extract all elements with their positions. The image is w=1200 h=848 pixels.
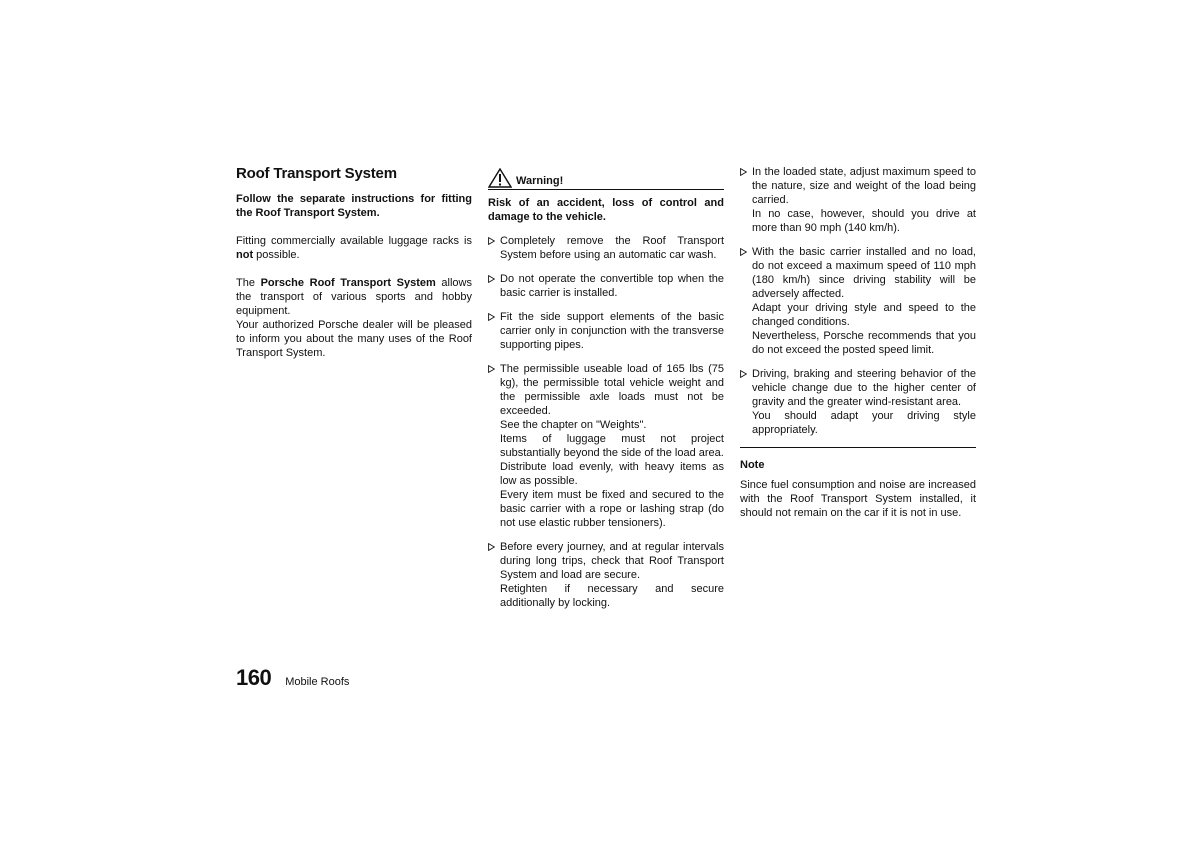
bullet-triangle-icon (740, 370, 747, 378)
bullet-item (488, 362, 724, 530)
p1-pre: Fitting commercially available luggage racks is (236, 235, 472, 247)
porsche-system-paragraph (236, 276, 472, 318)
bullet-text: The permissible useable load of 165 lbs (75 kg), the permissible total vehicle weight and the permissible axle loads must not be exceeded. (500, 363, 724, 417)
bullet-item (740, 165, 976, 235)
bullet-text: In the loaded state, adjust maximum speed to the nature, size and weight of the load being carried. (752, 166, 976, 206)
bullet-text: In no case, however, should you drive at more than 90 mph (140 km/h). (752, 208, 976, 234)
p2-bold: Porsche Roof Transport System (260, 277, 436, 289)
bullet-item (740, 245, 976, 357)
bullet-triangle-icon (740, 248, 747, 256)
page-footer (236, 664, 349, 692)
column-middle (488, 166, 724, 620)
p2-pre: The (236, 277, 261, 289)
bullet-triangle-icon (740, 168, 747, 176)
bullet-triangle-icon (488, 543, 495, 551)
bullet-item (488, 310, 724, 352)
bullet-item (488, 272, 724, 300)
bullet-text: Items of luggage must not project substantially beyond the side of the load area. (500, 433, 724, 459)
warning-lead: Risk of an accident, loss of control and damage to the vehicle. (488, 197, 724, 223)
bullet-text: Driving, braking and steering behavior of the vehicle change due to the higher center of gravity and the greater wind-resistant area. (752, 368, 976, 408)
p1-post: possible. (253, 249, 300, 261)
warning-label: Warning! (516, 175, 564, 187)
bullet-triangle-icon (488, 237, 495, 245)
bullet-item (488, 234, 724, 262)
bullet-item (488, 540, 724, 610)
bullet-text: Before every journey, and at regular intervals during long trips, check that Roof Transport System and load are secure. (500, 541, 724, 581)
warning-bullet-list (488, 234, 724, 610)
bullet-text: Fit the side support elements of the basic carrier only in conjunction with the transverse supporting pipes. (500, 311, 724, 351)
page-number: 160 (236, 665, 272, 690)
warning-triangle-icon (488, 168, 512, 188)
note-title: Note (740, 459, 765, 471)
section-title: Roof Transport System (236, 165, 397, 182)
note-text: Since fuel consumption and noise are increased with the Roof Transport System installed, it should not remain on the car if it is not in use. (740, 479, 976, 519)
bullet-text: With the basic carrier installed and no load, do not exceed a maximum speed of 110 mph (180 km/h) since driving stability will be adversely affected. (752, 246, 976, 300)
column-left (236, 165, 472, 360)
bullet-text: Adapt your driving style and speed to the changed conditions. (752, 302, 976, 328)
bullet-text: Nevertheless, Porsche recommends that you do not exceed the posted speed limit. (752, 330, 976, 356)
bullet-text: You should adapt your driving style appropriately. (752, 410, 976, 436)
warning-header (488, 166, 724, 190)
column-right (740, 165, 976, 520)
bullet-text: Retighten if necessary and secure additionally by locking. (500, 583, 724, 609)
bullet-triangle-icon (488, 365, 495, 373)
intro-instruction: Follow the separate instructions for fitting the Roof Transport System. (236, 193, 472, 219)
p1-bold: not (236, 249, 254, 261)
p2-post: allows the transport of various sports and hobby equipment. (236, 277, 472, 317)
speed-bullet-list (740, 165, 976, 437)
bullet-text: Distribute load evenly, with heavy items as low as possible. (500, 461, 724, 487)
bullet-text: Do not operate the convertible top when the basic carrier is installed. (500, 273, 724, 299)
chapter-name: Mobile Roofs (285, 676, 350, 688)
bullet-triangle-icon (488, 275, 495, 283)
bullet-text: Completely remove the Roof Transport System before using an automatic car wash. (500, 235, 724, 261)
bullet-text: See the chapter on "Weights". (500, 419, 647, 431)
note-divider (740, 447, 976, 448)
bullet-item (740, 367, 976, 437)
luggage-rack-paragraph (236, 234, 472, 262)
dealer-paragraph: Your authorized Porsche dealer will be pleased to inform you about the many uses of the Roof Transport System. (236, 319, 472, 359)
bullet-triangle-icon (488, 313, 495, 321)
bullet-text: Every item must be fixed and secured to the basic carrier with a rope or lashing strap (do not use elastic rubber tensioners). (500, 489, 724, 529)
